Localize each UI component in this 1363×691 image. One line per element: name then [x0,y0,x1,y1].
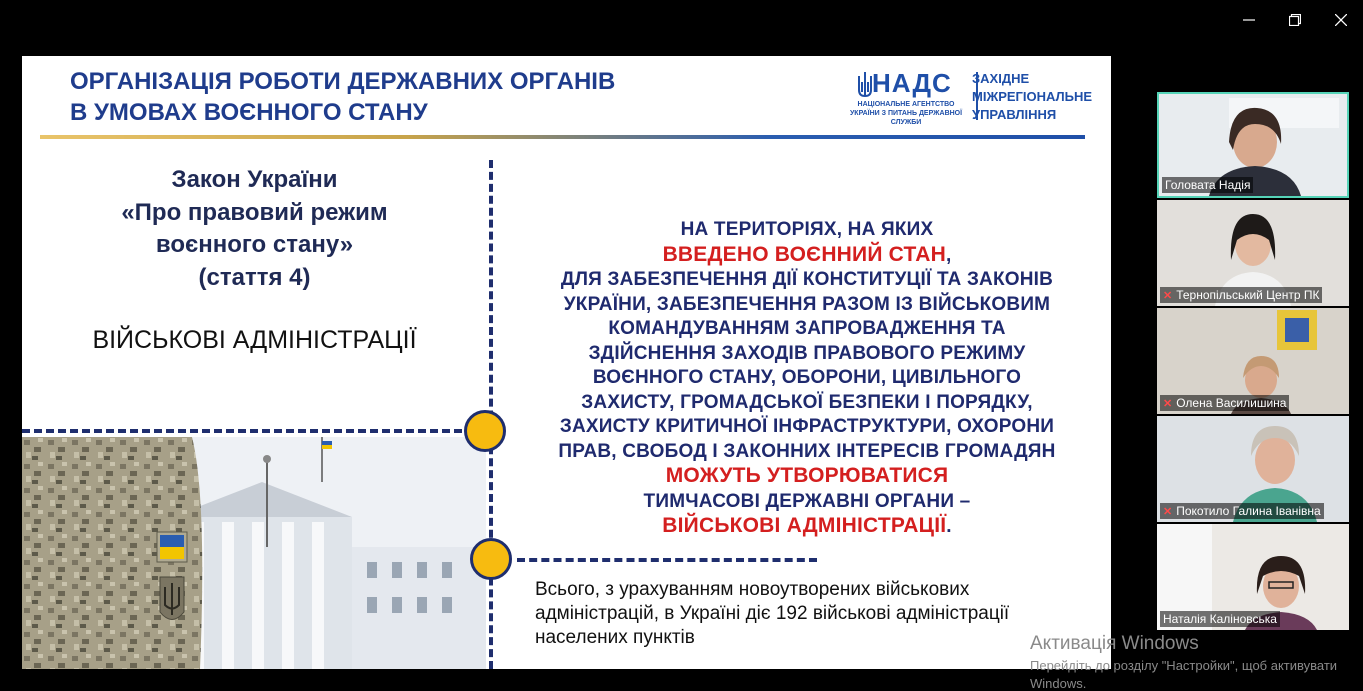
logo-region-line: МІЖРЕГІОНАЛЬНЕ [972,89,1093,104]
main-statement [527,218,1087,540]
statement-line: УКРАЇНИ, ЗАБЕЗПЕЧЕННЯ РАЗОМ ІЗ ВІЙСЬКОВИМ [563,293,1051,315]
statement-line: ЗАХИСТУ, ГРОМАДСЬКОЇ БЕЗПЕКИ І ПОРЯДКУ, [581,391,1033,413]
logo-name: НАДС [872,68,952,98]
statement-line: ЗАХИСТУ КРИТИЧНОЇ ІНФРАСТРУКТУРИ, ОХОРОНИ [559,416,1055,437]
minimize-button[interactable] [1234,8,1264,32]
law-line: воєнного стану» [155,231,354,258]
close-icon [1335,14,1347,26]
participant-name: Головата Надія [1165,178,1251,192]
law-line: Закон України [171,166,338,193]
statement-line: ТИМЧАСОВІ ДЕРЖАВНІ ОРГАНИ – [643,490,971,512]
statement-line [527,243,1087,269]
participant-tile[interactable] [1157,92,1349,198]
restore-icon [1289,14,1301,26]
windows-activation-title: Активація Windows [1030,633,1199,654]
statement-line [527,464,1087,490]
statement-line: ДЛЯ ЗАБЕЗПЕЧЕННЯ ДІЇ КОНСТИТУЦІЇ ТА ЗАКОНІВ [560,269,1054,290]
statement-line: НА ТЕРИТОРІЯХ, НА ЯКИХ [680,219,934,240]
slide-title-line: В УМОВАХ ВОЄННОГО СТАНУ [70,99,428,126]
statement-line: КОМАНДУВАННЯМ ЗАПРОВАДЖЕННЯ ТА [608,318,1006,339]
statement-line: ПРАВ, СВОБОД І ЗАКОННИХ ІНТЕРЕСІВ ГРОМАДЯН [558,440,1056,462]
statement-line [527,514,1087,540]
minimize-icon [1243,14,1255,26]
statement-highlight: МОЖУТЬ УТВОРЮВАТИСЯ [665,464,949,487]
participant-name-label [1160,611,1280,627]
law-subheading: ВІЙСЬКОВІ АДМІНІСТРАЦІЇ [92,326,417,354]
total-administrations-note: Всього, з урахуванням новоутворених військових адміністрацій, в Україні діє 192 військові адміністрації населених пунктів [535,579,1010,648]
statement-line: ЗДІЙСНЕННЯ ЗАХОДІВ ПРАВОВОГО РЕЖИМУ [588,342,1026,364]
participant-name: Наталія Каліновська [1163,612,1277,626]
law-line: «Про правовий режим [121,198,388,226]
participant-name: Покотило Галина Іванівна [1176,504,1321,518]
mic-off-icon: ✕ [1163,397,1173,410]
title-divider [40,135,1085,139]
timeline-marker [464,410,506,452]
participant-tile[interactable] [1157,416,1349,522]
participant-tile[interactable] [1157,200,1349,306]
participant-tile[interactable] [1157,308,1349,414]
participant-name-label [1162,177,1253,193]
close-button[interactable] [1326,8,1356,32]
participant-name-label [1160,503,1324,519]
shared-slide [22,56,1111,669]
dashed-divider-horizontal [517,558,817,562]
statement-punctuation: , [945,244,952,266]
participant-name: Тернопільський Центр ПК [1176,288,1320,302]
mic-off-icon: ✕ [1163,505,1173,518]
law-heading [82,164,427,294]
statement-highlight: ВВЕДЕНО ВОЄННИЙ СТАН [662,242,946,266]
participant-name-label [1160,395,1289,411]
dashed-divider-horizontal [22,429,462,433]
nads-logo [842,68,1102,128]
slide-title [70,66,710,128]
logo-region [972,70,1107,124]
military-building-photo [22,437,486,669]
timeline-marker [470,538,512,580]
mic-off-icon: ✕ [1163,289,1173,302]
restore-button[interactable] [1280,8,1310,32]
photo-illustration [22,437,486,669]
law-line: (стаття 4) [198,263,311,291]
logo-region-line: ЗАХІДНЕ [972,71,1030,86]
logo-region-line: УПРАВЛІННЯ [972,107,1057,122]
participant-name: Олена Василишина [1176,396,1287,410]
statement-punctuation: . [946,516,952,537]
logo-subtitle: НАЦІОНАЛЬНЕ АГЕНТСТВО УКРАЇНИ З ПИТАНЬ ДЕРЖАВНОЇ СЛУЖБИ [849,101,963,126]
slide-title-line: ОРГАНІЗАЦІЯ РОБОТИ ДЕРЖАВНИХ ОРГАНІВ [70,68,616,95]
windows-activation-text: Перейдіть до розділу "Настройки", щоб активувати Windows. [1030,658,1338,691]
statement-highlight: ВІЙСЬКОВІ АДМІНІСТРАЦІЇ [662,514,947,537]
participant-name-label [1160,287,1322,303]
participant-tile[interactable] [1157,524,1349,630]
statement-line: ВОЄННОГО СТАНУ, ОБОРОНИ, ЦИВІЛЬНОГО [592,367,1022,388]
